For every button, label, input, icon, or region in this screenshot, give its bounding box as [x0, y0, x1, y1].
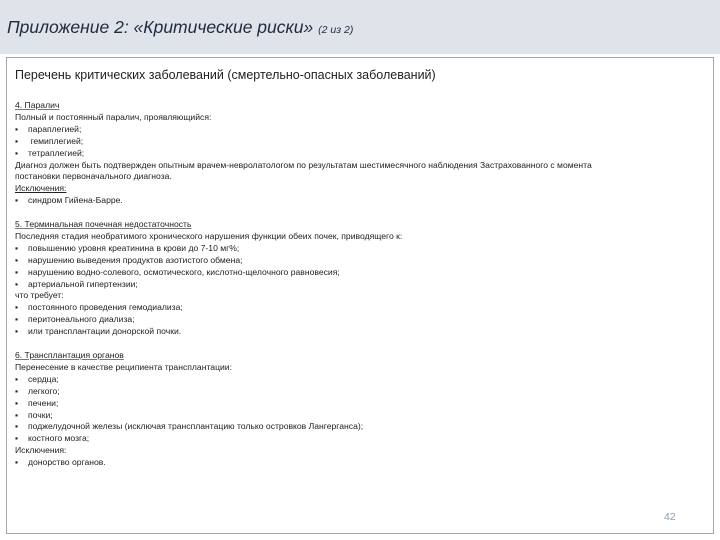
bullet-text: или трансплантации донорской почки. — [28, 326, 182, 337]
bullet-text: сердца; — [28, 373, 59, 384]
bullet-square-icon: ▪ — [15, 123, 19, 134]
bullet-square-icon: ▪ — [15, 314, 19, 325]
text-line: Исключения: — [15, 445, 67, 456]
disease-list — [15, 100, 705, 481]
bullet-square-icon: ▪ — [15, 254, 19, 265]
section-title: 6. Трансплантация органов — [15, 350, 124, 360]
slide-header — [0, 0, 720, 54]
slide-title — [7, 17, 353, 38]
bullet-text: донорство органов. — [28, 457, 106, 468]
bullet-square-icon: ▪ — [15, 302, 19, 313]
bullet-item — [15, 433, 705, 445]
bullet-square-icon: ▪ — [15, 266, 19, 277]
bullet-text: гемиплегией; — [28, 135, 84, 146]
bullet-square-icon: ▪ — [15, 242, 19, 253]
bullet-item — [15, 302, 705, 314]
bullet-text: параплегией; — [28, 123, 82, 134]
bullet-text: постоянного проведения гемодиализа; — [28, 302, 183, 313]
bullet-text: поджелудочной железы (исключая трансплантацию только островков Лангерганса); — [28, 421, 364, 432]
bullet-item — [15, 136, 705, 148]
bullet-item — [15, 195, 705, 207]
section-title: 5. Терминальная почечная недостаточность — [15, 219, 192, 230]
text-line: Диагноз должен быть подтвержден опытным врачем-невролатологом по результатам шестимесячного наблюдения Застрахованного с момента — [15, 159, 592, 170]
bullet-square-icon: ▪ — [15, 147, 19, 158]
bullet-item — [15, 279, 705, 291]
bullet-item — [15, 243, 705, 255]
slide-title-text: Приложение 2: «Критические риски» — [7, 17, 314, 37]
slide-subtitle: (2 из 2) — [318, 24, 354, 36]
bullet-item — [15, 410, 705, 422]
section — [15, 350, 705, 469]
bullet-square-icon: ▪ — [15, 433, 19, 444]
bullet-item — [15, 148, 705, 160]
bullet-item — [15, 255, 705, 267]
section-title: 4. Паралич — [15, 100, 60, 110]
bullet-text: костного мозга; — [28, 433, 90, 444]
bullet-square-icon: ▪ — [15, 326, 19, 337]
bullet-square-icon: ▪ — [15, 195, 19, 206]
text-line: Полный и постоянный паралич, проявляющийся: — [15, 111, 212, 122]
bullet-item — [15, 421, 705, 433]
section — [15, 219, 705, 338]
text-line: постановки первоначального диагноза. — [15, 171, 172, 182]
bullet-text: нарушению выведения продуктов азотистого обмена; — [28, 254, 243, 265]
text-line: что требует: — [15, 290, 64, 301]
bullet-square-icon: ▪ — [15, 457, 19, 468]
bullet-text: повышению уровня креатинина в крови до 7-10 мг%; — [28, 242, 240, 253]
page-number: 42 — [664, 511, 676, 523]
bullet-square-icon: ▪ — [15, 409, 19, 420]
bullet-square-icon: ▪ — [15, 135, 19, 146]
bullet-text: перитонеального диализа; — [28, 314, 135, 325]
bullet-item — [15, 386, 705, 398]
bullet-text: синдром Гийена-Барре. — [28, 195, 123, 206]
bullet-square-icon: ▪ — [15, 397, 19, 408]
bullet-square-icon: ▪ — [15, 421, 19, 432]
bullet-square-icon: ▪ — [15, 373, 19, 384]
bullet-text: легкого; — [28, 385, 60, 396]
list-heading: Перечень критических заболеваний (смертельно-опасных заболеваний) — [15, 68, 436, 82]
bullet-item — [15, 326, 705, 338]
bullet-square-icon: ▪ — [15, 385, 19, 396]
bullet-item — [15, 267, 705, 279]
bullet-item — [15, 457, 705, 469]
bullet-item — [15, 314, 705, 326]
bullet-item — [15, 374, 705, 386]
text-line: Последняя стадия необратимого хронического нарушения функции обеих почек, приводящего к: — [15, 230, 403, 241]
bullet-text: нарушению водно-солевого, осмотического, кислотно-щелочного равновесия; — [28, 266, 340, 277]
bullet-square-icon: ▪ — [15, 278, 19, 289]
bullet-item — [15, 124, 705, 136]
bullet-text: почки; — [28, 409, 53, 420]
bullet-text: тетраплегией; — [28, 147, 85, 158]
bullet-text: печени; — [28, 397, 59, 408]
text-line: Перенесение в качестве реципиента трансплантации: — [15, 361, 232, 372]
bullet-item — [15, 398, 705, 410]
bullet-text: артериальной гипертензии; — [28, 278, 138, 289]
text-line: Исключения: — [15, 183, 67, 194]
section — [15, 100, 705, 207]
